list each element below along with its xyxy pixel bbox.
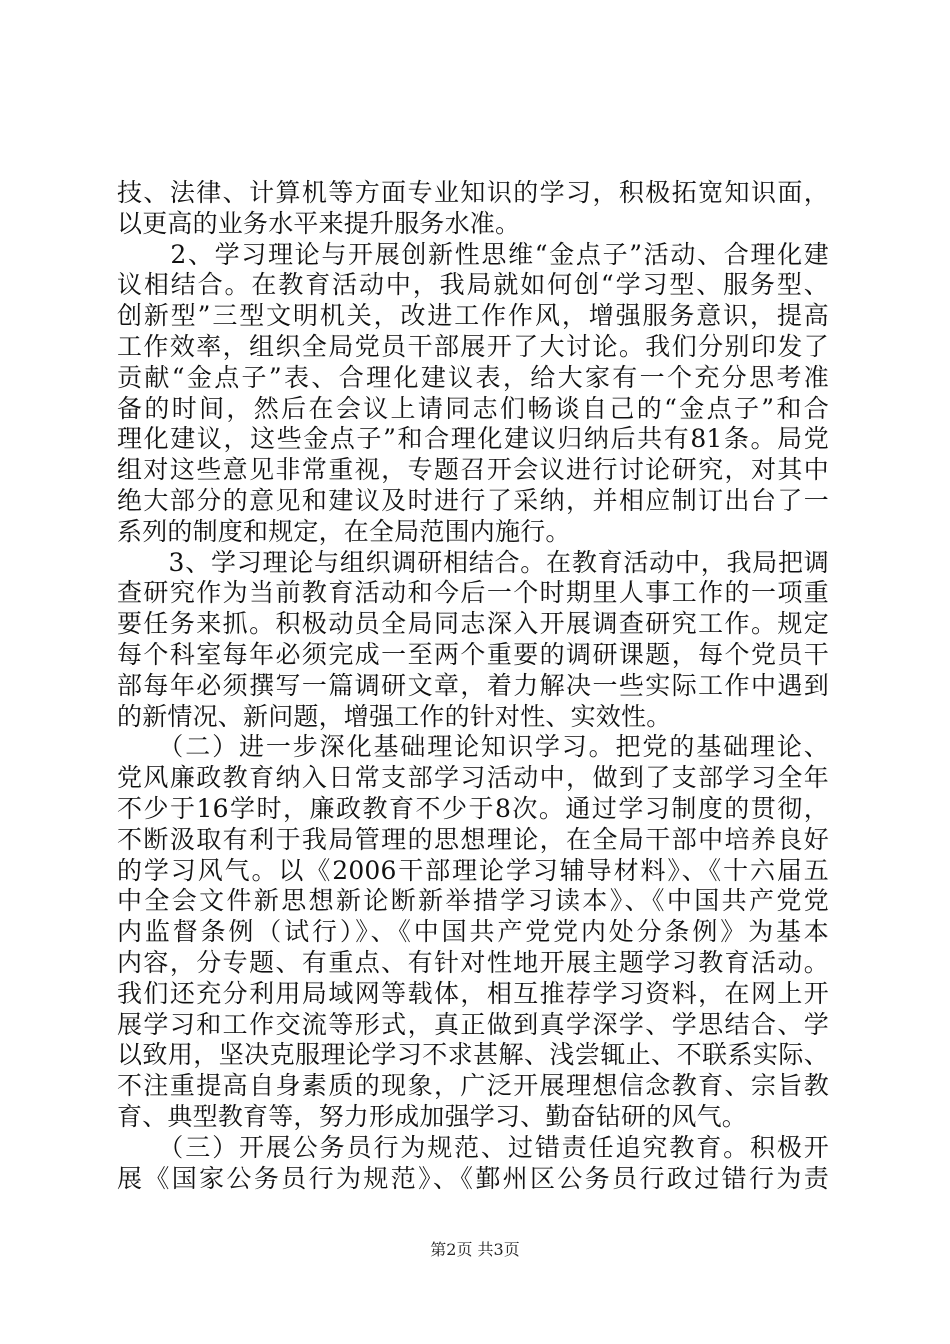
- text-line: 技、法律、计算机等方面专业知识的学习，积极拓宽知识面，: [117, 178, 829, 207]
- text-line: 的新情况、新问题，增强工作的针对性、实效性。: [117, 701, 672, 731]
- text-line: 组对这些意见非常重视，专题召开会议进行讨论研究，对其中: [117, 455, 829, 485]
- text-line: （三）开展公务员行为规范、过错责任追究教育。积极开: [117, 1132, 829, 1162]
- text-line: 3、学习理论与组织调研相结合。在教育活动中，我局把调: [117, 547, 829, 577]
- text-line: 议相结合。在教育活动中，我局就如何创“学习型、服务型、: [117, 270, 829, 300]
- text-line: 展学习和工作交流等形式，真正做到真学深学、学思结合、学: [117, 1009, 829, 1039]
- text-line: 查研究作为当前教育活动和今后一个时期里人事工作的一项重: [117, 578, 829, 608]
- text-line: 贡献“金点子”表、合理化建议表，给大家有一个充分思考准: [117, 362, 829, 392]
- text-line: 系列的制度和规定，在全局范围内施行。: [117, 516, 571, 546]
- text-line: 的学习风气。以《2006干部理论学习辅导材料》、《十六届五: [117, 855, 829, 885]
- text-line: 要任务来抓。积极动员全局同志深入开展调查研究工作。规定: [117, 609, 829, 639]
- text-line: 以更高的业务水平来提升服务水准。: [117, 208, 521, 238]
- text-line: 备的时间，然后在会议上请同志们畅谈自己的“金点子”和合: [117, 393, 829, 423]
- text-line: 内监督条例（试行）》、《中国共产党党内处分条例》为基本: [117, 917, 829, 947]
- text-line: 理化建议，这些金点子”和合理化建议归纳后共有81条。局党: [117, 424, 829, 454]
- text-line: 2、学习理论与开展创新性思维“金点子”活动、合理化建: [117, 239, 829, 269]
- text-line: 每个科室每年必须完成一至两个重要的调研课题，每个党员干: [117, 639, 829, 669]
- text-line: 创新型”三型文明机关，改进工作作风，增强服务意识，提高: [117, 301, 829, 331]
- text-line: 不断汲取有利于我局管理的思想理论，在全局干部中培养良好: [117, 824, 829, 854]
- text-line: 不注重提高自身素质的现象，广泛开展理想信念教育、宗旨教: [117, 1071, 829, 1101]
- text-line: 绝大部分的意见和建议及时进行了采纳，并相应制订出台了一: [117, 485, 829, 515]
- text-line: 中全会文件新思想新论断新举措学习读本》、《中国共产党党: [117, 886, 829, 916]
- text-line: 不少于16学时，廉政教育不少于8次。通过学习制度的贯彻，: [117, 793, 829, 823]
- text-line: 以致用，坚决克服理论学习不求甚解、浅尝辄止、不联系实际、: [117, 1040, 829, 1070]
- text-line: 党风廉政教育纳入日常支部学习活动中，做到了支部学习全年: [117, 763, 829, 793]
- text-line: （二）进一步深化基础理论知识学习。把党的基础理论、: [117, 732, 829, 762]
- text-line: 展《国家公务员行为规范》、《鄞州区公务员行政过错行为责: [117, 1163, 829, 1193]
- text-line: 部每年必须撰写一篇调研文章，着力解决一些实际工作中遇到: [117, 670, 829, 700]
- text-line: 工作效率，组织全局党员干部展开了大讨论。我们分别印发了: [117, 331, 829, 361]
- text-line: 育、典型教育等，努力形成加强学习、勤奋钻研的风气。: [117, 1101, 748, 1131]
- text-line: 内容，分专题、有重点、有针对性地开展主题学习教育活动。: [117, 947, 829, 977]
- page-footer: 第2页 共3页: [430, 1240, 520, 1259]
- body-text: [117, 178, 829, 1194]
- text-line: 我们还充分利用局域网等载体，相互推荐学习资料，在网上开: [117, 978, 829, 1008]
